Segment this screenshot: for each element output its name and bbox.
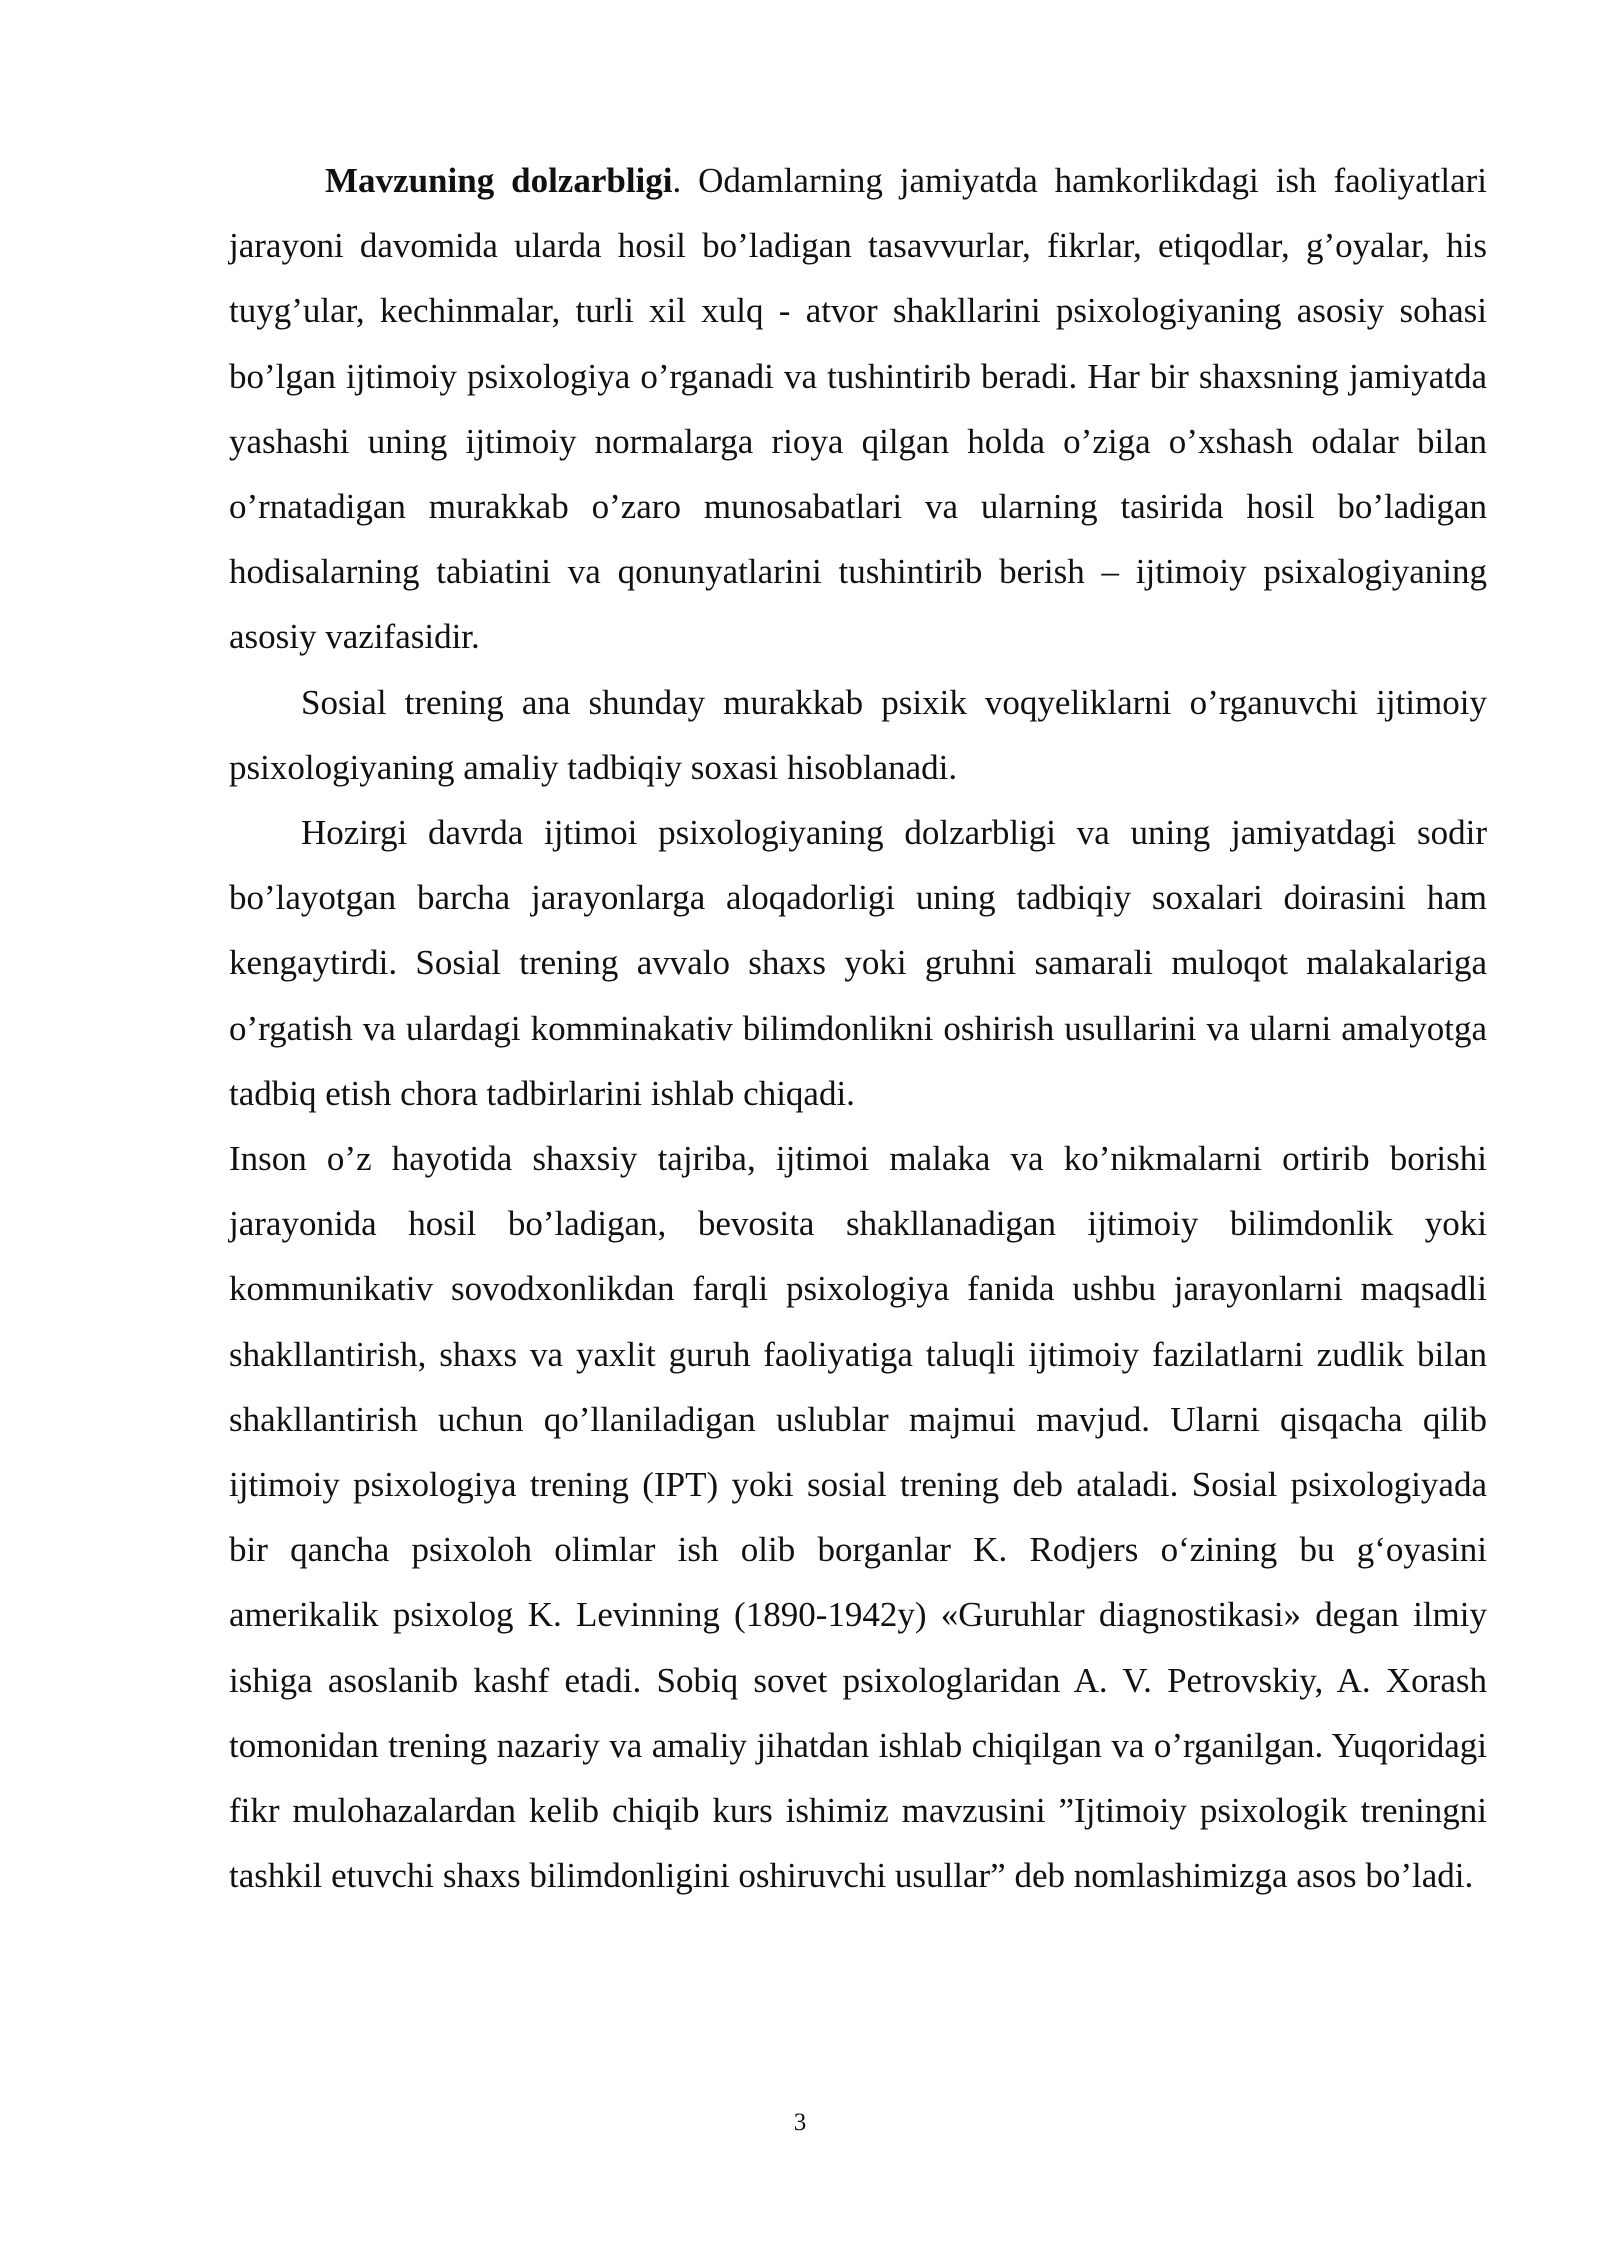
paragraph-social-training: Sosial trening ana shunday murakkab psixik voqyeliklarni o’rganuvchi ijtimoiy psixologiyaning amaliy tadbiqiy soxasi hisoblanadi.	[229, 682, 1487, 787]
page-number: 3	[793, 2109, 807, 2136]
paragraph-methods: Inson o’z hayotida shaxsiy tajriba, ijtimoi malaka va ko’nikmalarni ortirib borishi jarayonida hosil bo’ladigan, bevosita shakllanadigan ijtimoiy bilimdonlik yoki kommunikativ sovodxonlikdan farqli psixologiya fanida ushbu jarayonlarni maqsadli shakllantirish, shaxs va yaxlit guruh faoliyatiga taluqli ijtimoiy fazilatlarni zudlik bilan shakllantirish uchun qo’llaniladigan uslublar majmui mavjud. Ularni qisqacha qilib ijtimoiy psixologiya trening (IPT) yoki sosial trening deb ataladi. Sosial psixologiyada bir qancha psixoloh olimlar ish olib borganlar K. Rodjers o‘zining bu g‘oyasini amerikalik psixolog K. Levinning (1890-1942y) «Guruhlar diagnostikasi» degan ilmiy ishiga asoslanib kashf etadi. Sobiq sovet psixologlaridan A. V. Petrovskiy, A. Xorash tomonidan trening nazariy va amaliy jihatdan ishlab chiqilgan va o’rganilgan. Yuqoridagi fikr mulohazalardan kelib chiqib kurs ishimiz mavzusini ”Ijtimoiy psixologik treningni tashkil etuvchi shaxs bilimdonligini oshiruvchi usullar” deb nomlashimizga asos bo’ladi.	[229, 1139, 1487, 1896]
paragraph-text: . Odamlarning jamiyatda hamkorlikdagi ish faoliyatlari jarayoni davomida ularda hosil bo’ladigan tasavvurlar, fikrlar, etiqodlar, g’oyalar, his tuyg’ular, kechinmalar, turli xil xulq - atvor shakllarini psixologiyaning asosiy sohasi bo’lgan ijtimoiy psixologiya o’rganadi va tushintirib beradi. Har bir shaxsning jamiyatda yashashi uning ijtimoiy normalarga rioya qilgan holda o’ziga o’xshash odalar bilan o’rnatadigan murakkab o’zaro munosabatlari va ularning tasirida hosil bo’ladigan hodisalarning tabiatini va qonunyatlarini tushintirib berish – ijtimoiy psixalogiyaning asosiy vazifasidir.	[229, 161, 1487, 657]
document-page	[229, 148, 1487, 1908]
section-heading: Mavzuning dolzarbligi	[325, 161, 673, 200]
paragraph-relevance	[229, 148, 1487, 670]
paragraph-current-relevance: Hozirgi davrda ijtimoi psixologiyaning dolzarbligi va uning jamiyatdagi sodir bo’layotgan barcha jarayonlarga aloqadorligi uning tadbiqiy soxalari doirasini ham kengaytirdi. Sosial trening avvalo shaxs yoki gruhni samarali muloqot malakalariga o’rgatish va ulardagi komminakativ bilimdonlikni oshirish usullarini va ularni amalyotga tadbiq etish chora tadbirlarini ishlab chiqadi.	[229, 813, 1487, 1113]
